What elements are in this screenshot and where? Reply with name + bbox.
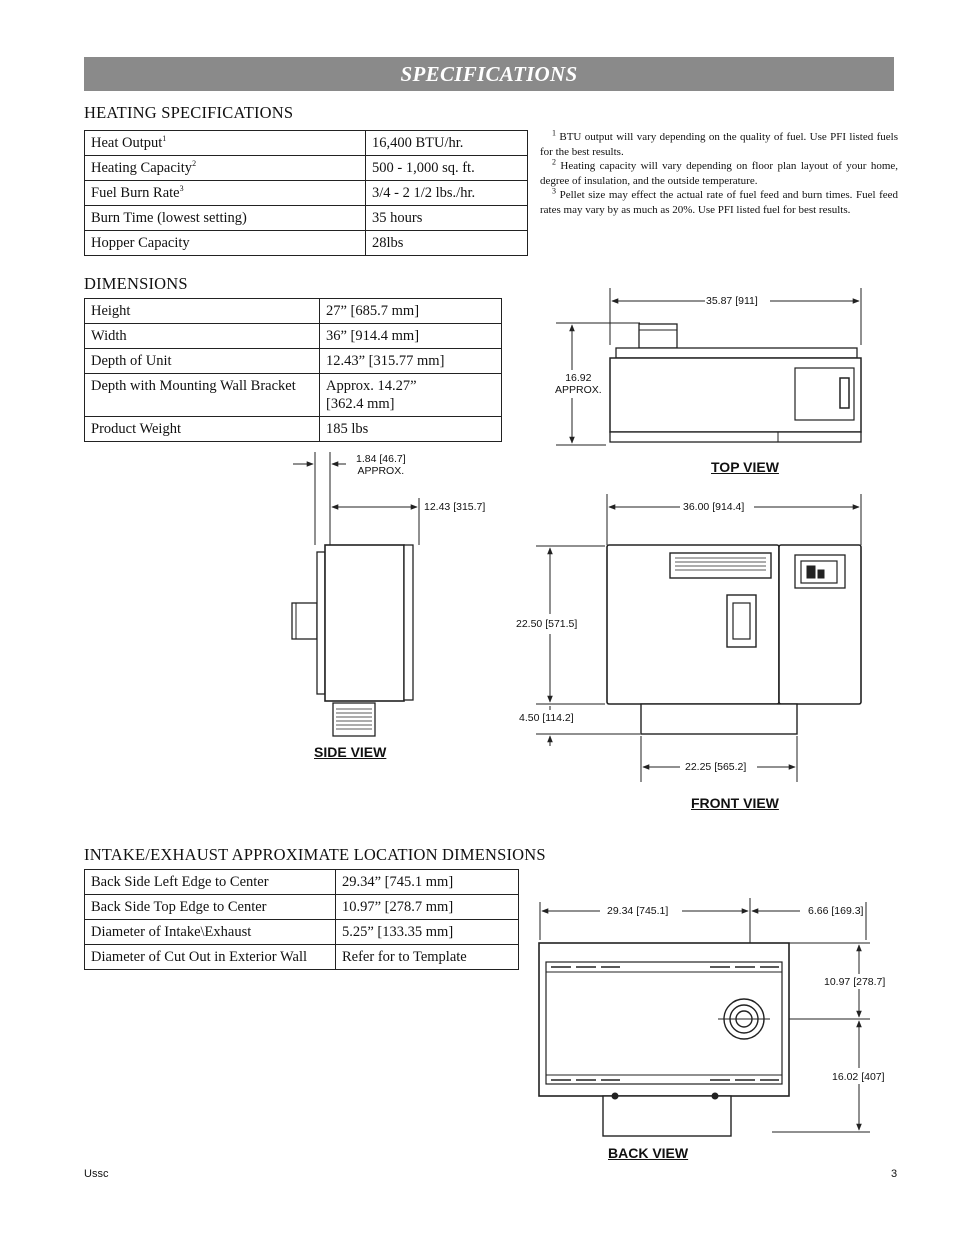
footer-left: Ussc <box>84 1168 109 1180</box>
weight-value: 185 lbs <box>320 417 502 442</box>
heat-output-label: Heat Output$^1$ <box>85 131 366 156</box>
weight-label: Product Weight <box>85 417 320 442</box>
side-view-drawing <box>292 452 419 736</box>
back-view-label: BACK VIEW <box>608 1145 689 1161</box>
height-value: 27” [685.7 mm] <box>320 299 502 324</box>
top-depth-dim: 16.92 APPROX. <box>555 372 602 396</box>
top-edge-value: 10.97” [278.7 mm] <box>336 895 519 920</box>
page-banner: SPECIFICATIONS <box>84 57 894 91</box>
heat-output-value: 16,400 BTU/hr. <box>366 131 528 156</box>
cutout-diameter-value: Refer for to Template <box>336 945 519 970</box>
heating-capacity-value: 500 - 1,000 sq. ft. <box>366 156 528 181</box>
fuel-burn-rate-value: 3/4 - 2 1/2 lbs./hr. <box>366 181 528 206</box>
top-width-dim: 35.87 [911] <box>706 295 758 307</box>
front-view-drawing <box>536 494 861 782</box>
heating-heading: HEATING SPECIFICATIONS <box>84 103 294 122</box>
front-width-dim: 36.00 [914.4] <box>683 501 745 513</box>
footnote-3: $^3$ Pellet size may effect the actual rate of fuel feed and burn times. Fuel feed rates may vary by as much as 20%. Use PFI listed fuel for best results. <box>540 186 899 216</box>
width-value: 36” [914.4 mm] <box>320 324 502 349</box>
depth-bracket-label: Depth with Mounting Wall Bracket <box>85 374 320 417</box>
left-edge-value: 29.34” [745.1 mm] <box>336 870 519 895</box>
dimensions-heading: DIMENSIONS <box>84 274 188 293</box>
intake-diameter-value: 5.25” [133.35 mm] <box>336 920 519 945</box>
depth-label: Depth of Unit <box>85 349 320 374</box>
burn-time-value: 35 hours <box>366 206 528 231</box>
intake-diameter-label: Diameter of Intake\Exhaust <box>85 920 336 945</box>
top-edge-label: Back Side Top Edge to Center <box>85 895 336 920</box>
footnote-1: $^1$ BTU output will vary depending on the quality of fuel. Use PFI listed fuels for the best results. <box>540 128 898 158</box>
side-depth-dim: 12.43 [315.7] <box>424 501 486 513</box>
intake-heading: INTAKE/EXHAUST APPROXIMATE LOCATION DIMENSIONS <box>84 845 546 864</box>
footnote-2: $^2$ Heating capacity will vary depending on floor plan layout of your home, degree of insulation, and the outside temperature. <box>540 157 899 187</box>
pedestal-height-dim: 4.50 [114.2] <box>519 712 574 724</box>
width-label: Width <box>85 324 320 349</box>
back-view-drawing <box>539 898 870 1136</box>
depth-value: 12.43” [315.77 mm] <box>320 349 502 374</box>
back-right-dim: 6.66 [169.3] <box>808 905 864 917</box>
back-top-dim: 10.97 [278.7] <box>824 976 886 988</box>
cutout-diameter-label: Diameter of Cut Out in Exterior Wall <box>85 945 336 970</box>
back-bottom-dim: 16.02 [407] <box>832 1071 885 1083</box>
pedestal-width-dim: 22.25 [565.2] <box>685 761 747 773</box>
depth-bracket-value: Approx. 14.27” [362.4 mm] <box>320 374 502 417</box>
top-view-label: TOP VIEW <box>711 459 779 475</box>
top-view-drawing <box>556 288 861 445</box>
side-view-label: SIDE VIEW <box>314 744 387 760</box>
side-bracket-dim: 1.84 [46.7] APPROX. <box>356 453 406 477</box>
burn-time-label: Burn Time (lowest setting) <box>85 206 366 231</box>
heating-capacity-label: Heating Capacity$^2$ <box>85 156 366 181</box>
height-label: Height <box>85 299 320 324</box>
front-height-dim: 22.50 [571.5] <box>516 618 578 630</box>
fuel-burn-rate-label: Fuel Burn Rate$^3$ <box>85 181 366 206</box>
hopper-capacity-value: 28lbs <box>366 231 528 256</box>
hopper-capacity-label: Hopper Capacity <box>85 231 366 256</box>
back-left-dim: 29.34 [745.1] <box>607 905 669 917</box>
left-edge-label: Back Side Left Edge to Center <box>85 870 336 895</box>
page-number: 3 <box>891 1168 898 1180</box>
front-view-label: FRONT VIEW <box>691 795 779 811</box>
